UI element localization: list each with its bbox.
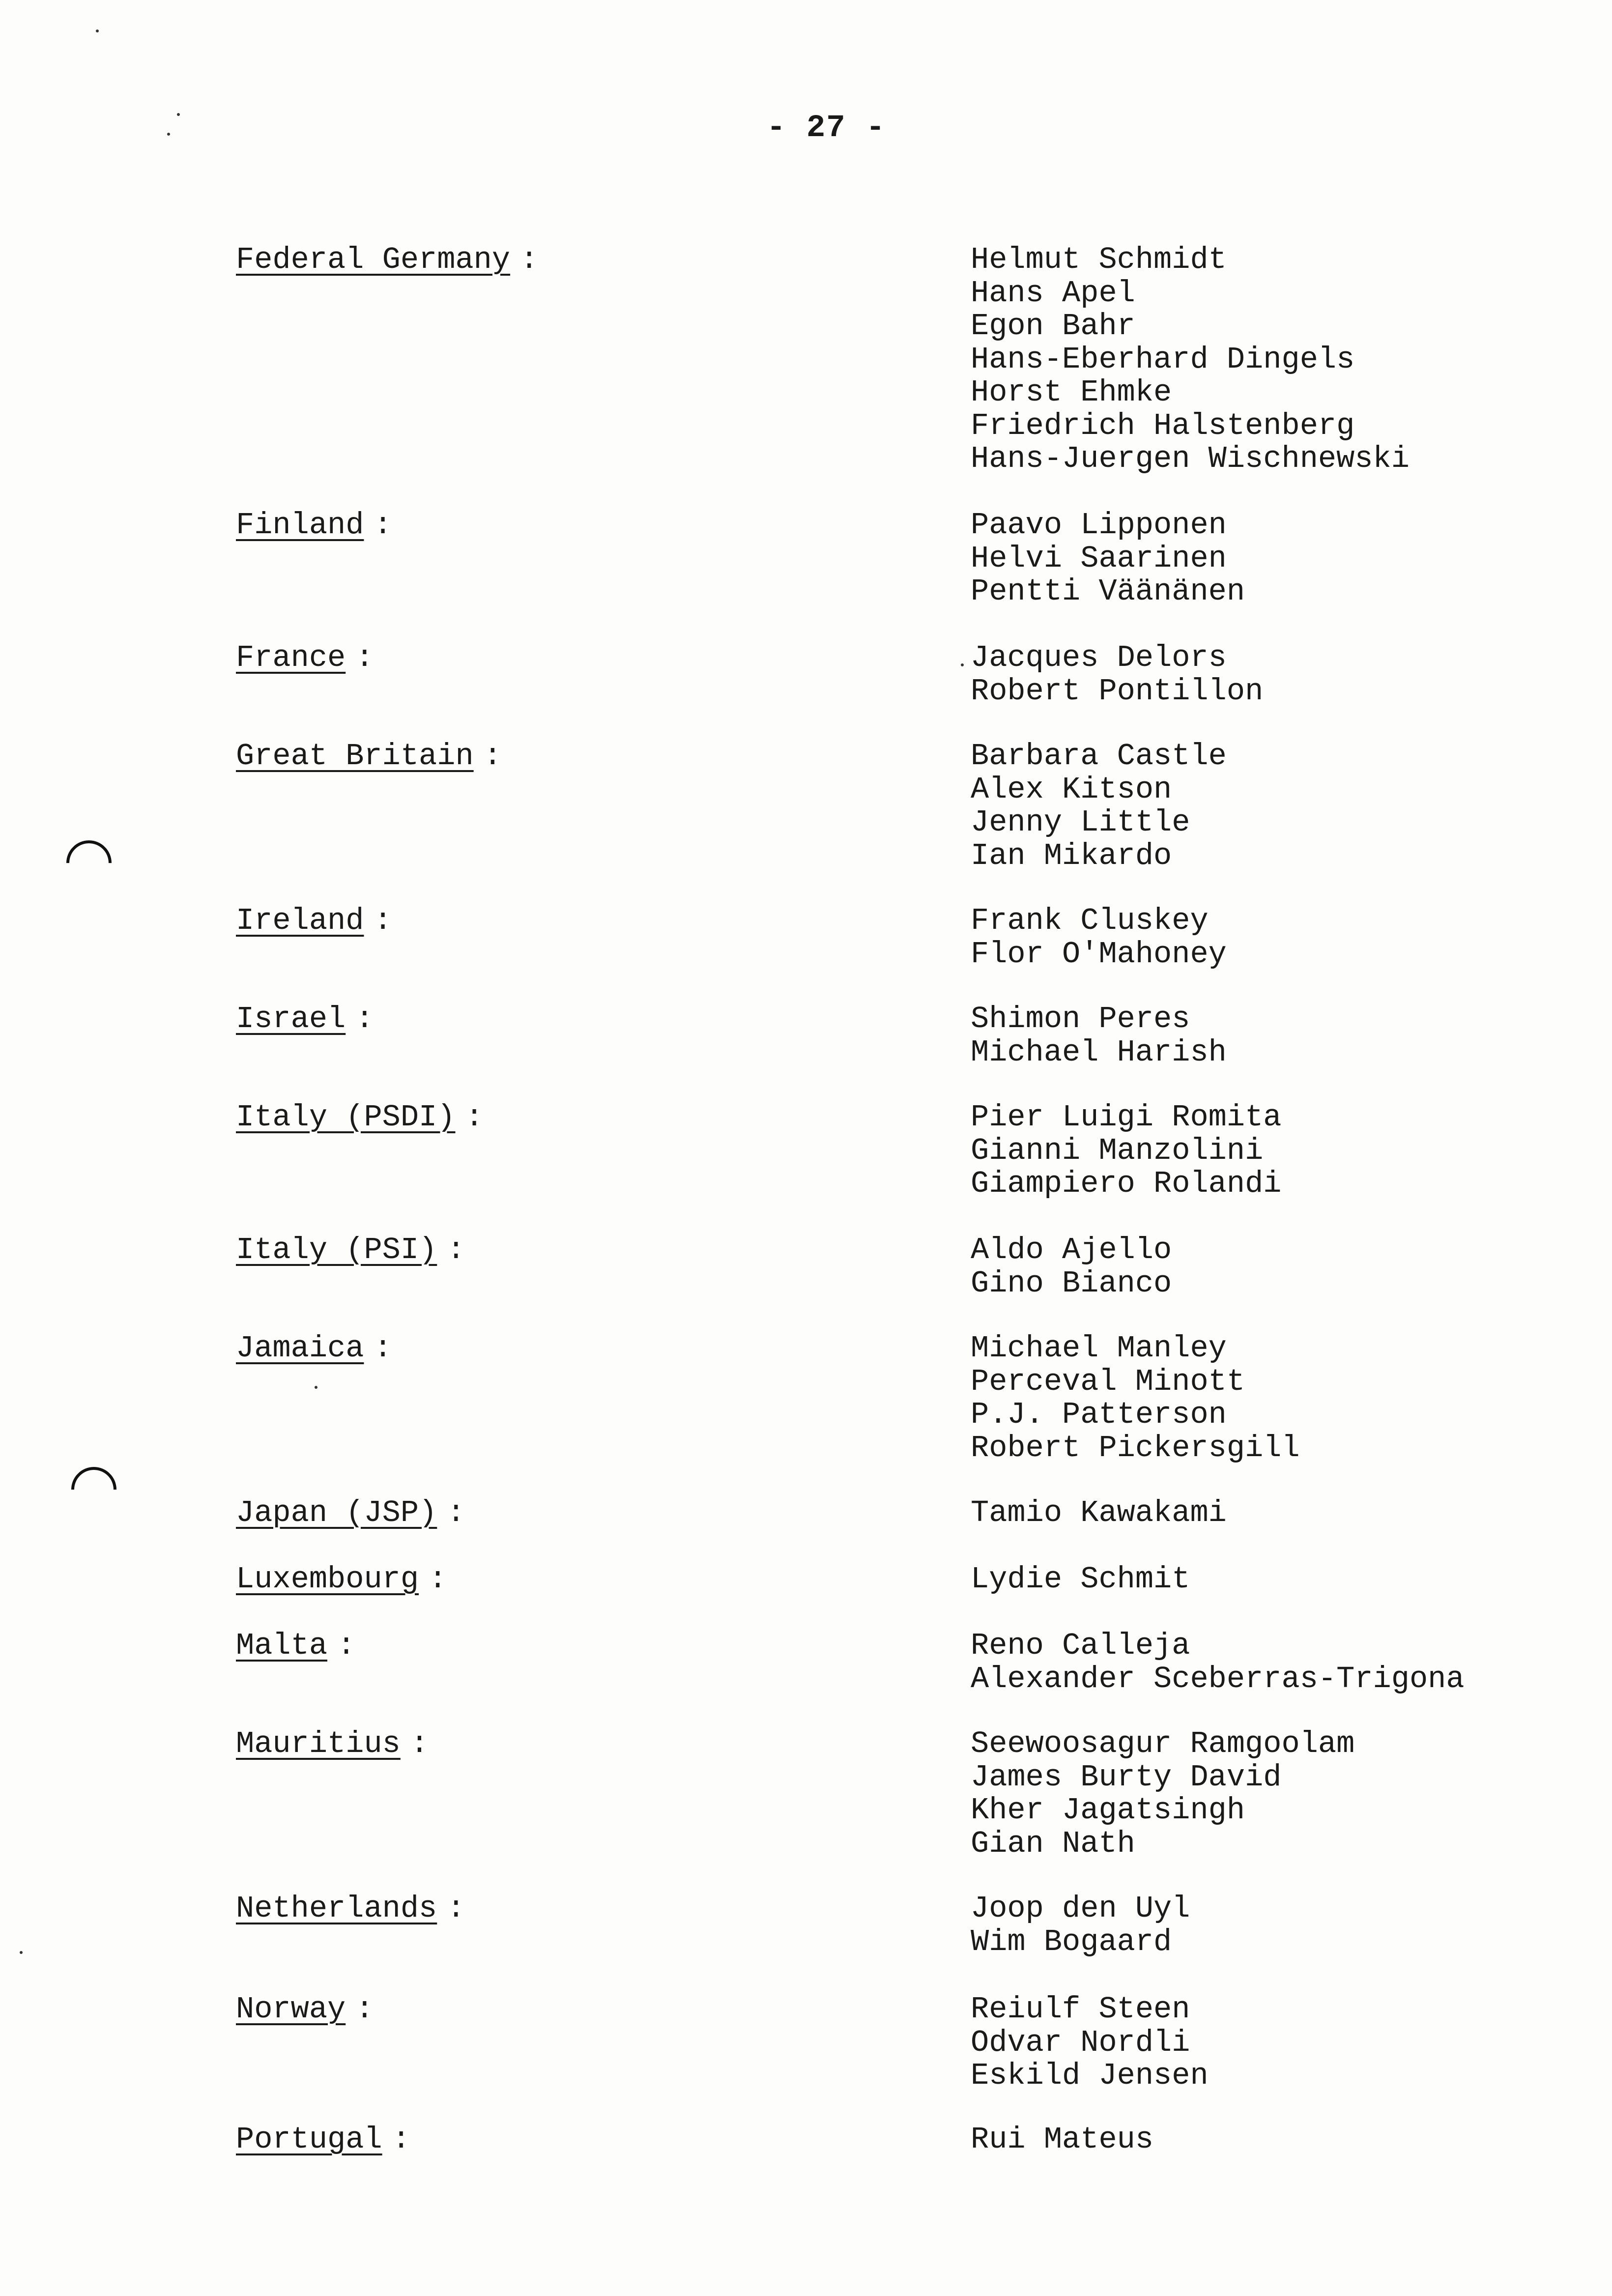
delegation-country <box>236 1003 374 1036</box>
separator: : <box>447 1891 465 1926</box>
member-name: Joop den Uyl <box>971 1891 1190 1926</box>
country-name: Netherlands <box>236 1891 437 1926</box>
country-name: Malta <box>236 1628 328 1663</box>
member-name: Aldo Ajello <box>971 1233 1172 1267</box>
delegation-members <box>971 1332 1300 1464</box>
member-name: Perceval Minott <box>971 1364 1245 1399</box>
scan-speck <box>96 29 99 32</box>
member-name: Lydie Schmit <box>971 1562 1190 1597</box>
separator: : <box>374 903 392 938</box>
scan-speck <box>315 1386 317 1389</box>
separator: : <box>337 1628 356 1663</box>
member-name: Paavo Lipponen <box>971 508 1227 543</box>
member-name: Reno Calleja <box>971 1628 1190 1663</box>
page-number: - 27 - <box>767 111 886 146</box>
country-name: Ireland <box>236 903 364 938</box>
member-name: Flor O'Mahoney <box>971 936 1227 972</box>
member-name: Hans Apel <box>971 275 1135 311</box>
delegation-members <box>971 243 1410 476</box>
country-name: Great Britain <box>236 739 474 774</box>
member-name: Gianni Manzolini <box>971 1133 1264 1168</box>
separator: : <box>374 1331 392 1366</box>
delegation-members <box>971 1629 1465 1695</box>
member-name: Frank Cluskey <box>971 903 1209 938</box>
separator: : <box>374 508 392 543</box>
country-name: Portugal <box>236 2122 382 2157</box>
member-name: Pentti Väänänen <box>971 574 1245 609</box>
member-name: Seewoosagur Ramgoolam <box>971 1726 1355 1761</box>
member-name: Horst Ehmke <box>971 375 1172 410</box>
separator: : <box>410 1726 429 1761</box>
member-name: James Burty David <box>971 1759 1282 1795</box>
delegation-country <box>236 1332 392 1365</box>
delegation-country <box>236 1563 447 1596</box>
separator: : <box>465 1100 484 1135</box>
delegation-country <box>236 1234 465 1267</box>
hole-punch-mark <box>57 831 121 895</box>
member-name: Eskild Jensen <box>971 2058 1209 2093</box>
member-name: Friedrich Halstenberg <box>971 408 1355 443</box>
delegation-country <box>236 1629 355 1663</box>
member-name: Shimon Peres <box>971 1002 1190 1036</box>
member-name: Odvar Nordli <box>971 2025 1190 2060</box>
delegation-members <box>971 1234 1172 1300</box>
delegation-country <box>236 740 502 773</box>
separator: : <box>355 640 374 675</box>
member-name: Giampiero Rolandi <box>971 1166 1282 1201</box>
scan-speck <box>20 1951 23 1954</box>
country-name: Israel <box>236 1002 346 1036</box>
country-name: Italy (PSI) <box>236 1233 437 1267</box>
country-name: France <box>236 640 346 675</box>
delegation-members <box>971 1892 1190 1958</box>
member-name: Michael Manley <box>971 1331 1227 1366</box>
member-name: Tamio Kawakami <box>971 1495 1227 1530</box>
member-name: Gino Bianco <box>971 1265 1172 1301</box>
separator: : <box>392 2122 410 2157</box>
delegation-members <box>971 2123 1153 2156</box>
member-name: Robert Pickersgill <box>971 1430 1300 1465</box>
member-name: Barbara Castle <box>971 739 1227 774</box>
delegation-members <box>971 641 1263 708</box>
country-name: Italy (PSDI) <box>236 1100 456 1135</box>
separator: : <box>483 739 502 774</box>
member-name: Gian Nath <box>971 1826 1135 1861</box>
delegation-country <box>236 1101 484 1134</box>
member-name: Michael Harish <box>971 1034 1227 1070</box>
delegation-country <box>236 904 392 938</box>
delegation-members <box>971 509 1245 608</box>
delegation-country <box>236 1892 465 1925</box>
member-name: Hans-Juergen Wischnewski <box>971 441 1410 476</box>
member-name: Robert Pontillon <box>971 673 1264 709</box>
delegation-members <box>971 904 1227 971</box>
member-name: Wim Bogaard <box>971 1924 1172 1959</box>
separator: : <box>447 1495 465 1530</box>
country-name: Norway <box>236 1992 346 2027</box>
country-name: Jamaica <box>236 1331 364 1366</box>
delegation-members <box>971 1727 1354 1860</box>
delegation-country <box>236 1993 374 2026</box>
delegation-country <box>236 1727 429 1761</box>
member-name: Helvi Saarinen <box>971 541 1227 576</box>
scan-speck <box>177 113 180 116</box>
scan-speck <box>167 133 170 136</box>
country-name: Federal Germany <box>236 242 511 277</box>
scan-speck <box>961 663 964 666</box>
member-name: Jenny Little <box>971 805 1190 840</box>
member-name: Kher Jagatsingh <box>971 1793 1245 1828</box>
country-name: Japan (JSP) <box>236 1495 437 1530</box>
separator: : <box>447 1233 465 1267</box>
delegation-country <box>236 243 538 277</box>
member-name: Jacques Delors <box>971 640 1227 675</box>
delegation-country <box>236 509 392 542</box>
member-name: Hans-Eberhard Dingels <box>971 342 1355 377</box>
separator: : <box>520 242 539 277</box>
delegation-members <box>971 1003 1227 1069</box>
member-name: Rui Mateus <box>971 2122 1154 2157</box>
country-name: Luxembourg <box>236 1562 419 1597</box>
country-name: Mauritius <box>236 1726 401 1761</box>
separator: : <box>429 1562 447 1597</box>
member-name: Reiulf Steen <box>971 1992 1190 2027</box>
hole-punch-mark <box>62 1458 126 1521</box>
delegation-members <box>971 1563 1190 1596</box>
separator: : <box>355 1992 374 2027</box>
member-name: Pier Luigi Romita <box>971 1100 1282 1135</box>
member-name: Ian Mikardo <box>971 838 1172 873</box>
delegation-members <box>971 1496 1227 1530</box>
member-name: Egon Bahr <box>971 309 1135 344</box>
delegation-members <box>971 740 1227 872</box>
member-name: Alexander Sceberras-Trigona <box>971 1661 1465 1696</box>
member-name: P.J. Patterson <box>971 1397 1227 1432</box>
delegation-country <box>236 2123 410 2156</box>
delegation-country <box>236 641 374 675</box>
member-name: Helmut Schmidt <box>971 242 1227 277</box>
delegation-members <box>971 1101 1282 1201</box>
member-name: Alex Kitson <box>971 772 1172 807</box>
delegation-country <box>236 1496 465 1530</box>
separator: : <box>355 1002 374 1036</box>
country-name: Finland <box>236 508 364 543</box>
delegation-members <box>971 1993 1209 2093</box>
